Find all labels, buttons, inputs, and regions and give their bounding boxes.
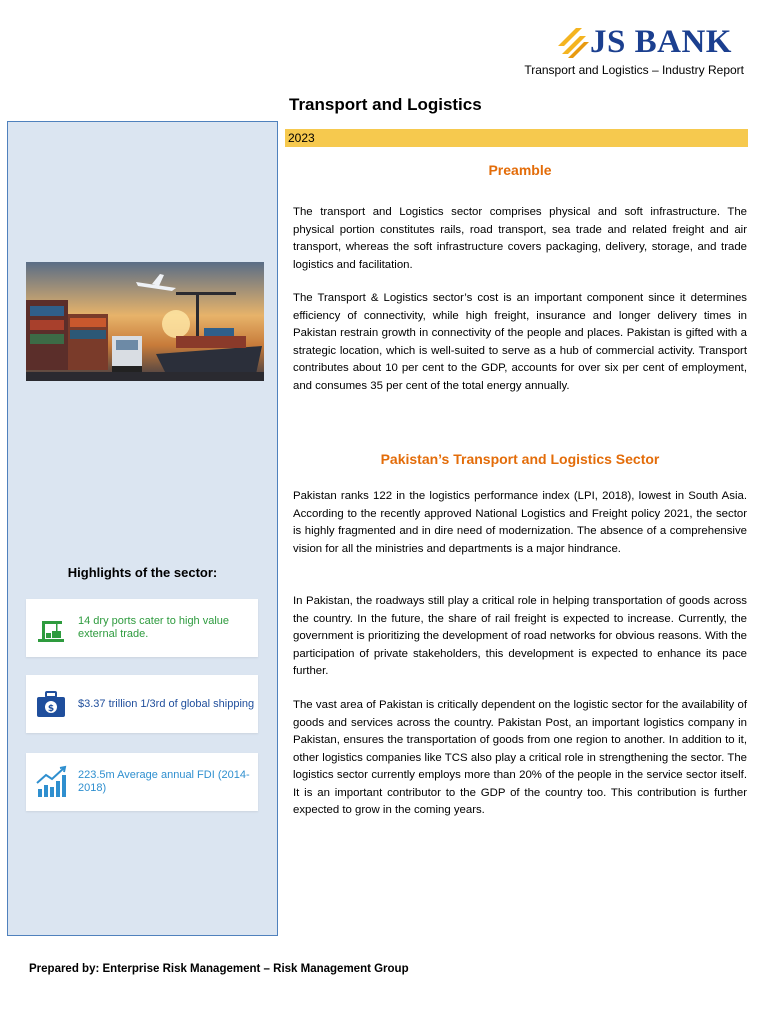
page-title: Transport and Logistics [289, 95, 482, 114]
highlight-shipping-text: $3.37 trillion 1/3rd of global shipping [78, 697, 255, 710]
prepared-by-footer: Prepared by: Enterprise Risk Management – Risk Management Group [29, 963, 409, 975]
sector-paragraph-3: The vast area of Pakistan is critically dependent on the logistic sector for the availability of goods and services across the country. Pakistan Post, an important logistics company in Pakistan, ensures the transportation of goods from one region to another. In addition to it, other logistics companies like TCS also play a critical role in strengthening the sector. The logistics sector currently employs more than 20% of the people in the service sector itself. It is an important contributor to the GDP of the country too. This contribution is further expected to grow in the coming years. [293, 699, 747, 816]
logistics-hero-illustration [26, 262, 264, 381]
sector-paragraph-1: Pakistan ranks 122 in the logistics performance index (LPI, 2018), lowest in South Asia. According to the recently approved National Logistics and Freight policy 2021, the sector is highly fragmented and in dire need of modernization. The absence of a comprehensive vision for all the ministries and departments is a major hindrance. [293, 490, 747, 555]
brand-name: JS BANK [590, 24, 732, 60]
year-label: 2023 [288, 131, 315, 145]
highlight-card-dry-ports [26, 599, 258, 657]
highlight-card-fdi [26, 753, 258, 811]
preamble-heading: Preamble [488, 162, 552, 178]
js-bank-logo [556, 24, 746, 60]
preamble-paragraph-1: The transport and Logistics sector comprises physical and soft infrastructure. The physical portion constitutes rails, road transport, sea trade and related freight and air transport, whereas the soft infrastructure covers packaging, delivery, storage, and trade logistics and facilitation. [293, 206, 747, 271]
highlight-card-shipping [26, 675, 258, 733]
highlights-title: Highlights of the sector: [67, 565, 218, 580]
js-bank-swoosh-icon [556, 24, 590, 60]
highlight-fdi-text: 223.5m Average annual FDI (2014-2018) [78, 769, 250, 794]
money-briefcase-icon [34, 687, 68, 721]
svg-text:$: $ [47, 704, 55, 714]
port-crane-icon [34, 611, 68, 645]
highlight-dry-ports-text: 14 dry ports cater to high value external trade. [78, 615, 230, 640]
logistics-hero-image [26, 262, 264, 381]
year-banner [285, 129, 748, 147]
sidebar-panel [7, 121, 278, 936]
report-subtitle: Transport and Logistics – Industry Report [524, 63, 744, 77]
sector-heading: Pakistan’s Transport and Logistics Sector [380, 451, 660, 467]
growth-chart-icon [34, 765, 68, 799]
preamble-paragraph-2: The Transport & Logistics sector’s cost is an important component since it determines efficiency of connectivity, while high freight, insurance and longer delivery times in Pakistan restrain growth in connectivity of the people and places. Pakistan is gifted with a strategic location, which is well-suited to serve as a hub of commercial activity. Transport contributes about 10 per cent to the GDP, accounts for over six per cent of employment, and consumes 35 per cent of the total energy annually. [293, 292, 747, 392]
sector-paragraph-2: In Pakistan, the roadways still play a critical role in helping transportation of goods across the country. In the future, the share of rail freight is expected to increase. Currently, the government is prioritizing the development of road networks for obvious reasons. With the participation of private stakeholders, this development is expected to enhance its pace further. [293, 595, 747, 677]
